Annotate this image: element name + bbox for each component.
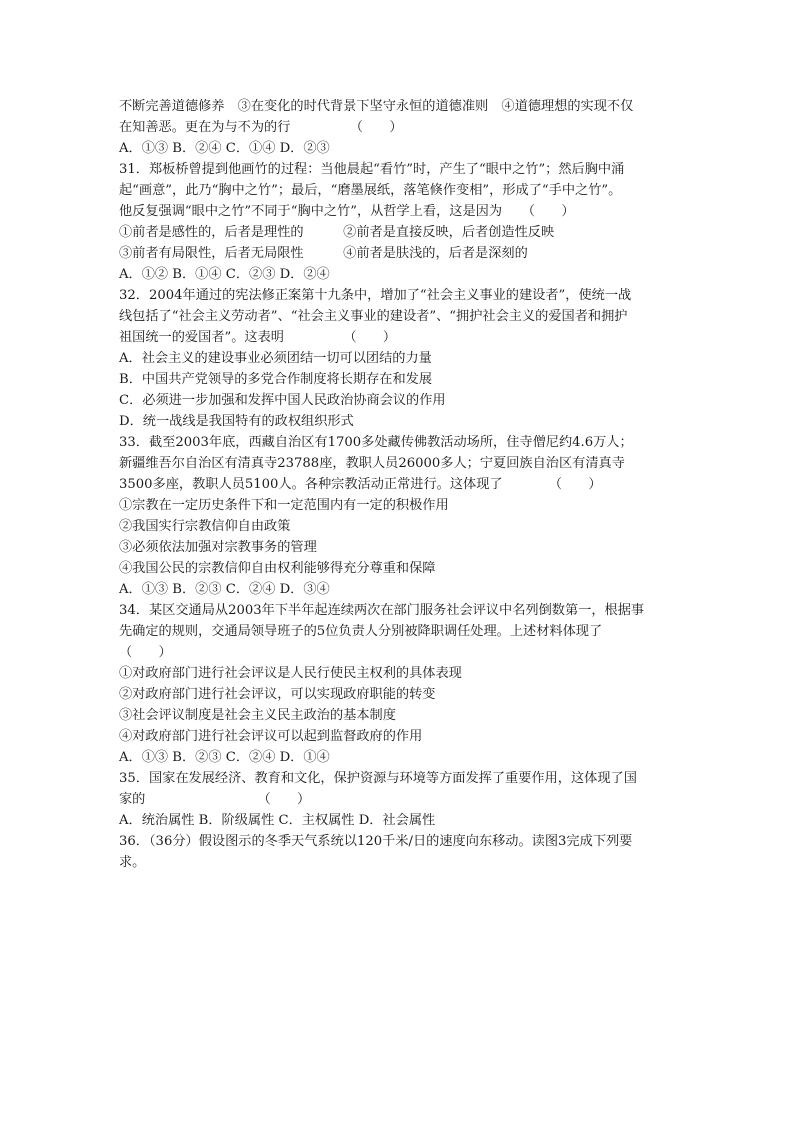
answer-options: A．①③ B．②④ C．①④ D．②③ [119, 141, 330, 156]
text-line: 线包括了“社会主义劳动者”、“社会主义事业的建设者”、“拥护社会主义的爱国者和拥护 [119, 309, 628, 324]
statement-line: ③社会评议制度是社会主义民主政治的基本制度 [119, 708, 396, 723]
statement-line: ②我国实行宗教信仰自由政策 [119, 519, 291, 534]
answer-options: A．①③ B．②③ C．②④ D．①④ [119, 750, 330, 765]
answer-blank: （ ） [119, 645, 172, 660]
text-line: 不断完善道德修养 ③在变化的时代背景下坚守永恒的道德准则 ④道德理想的实现不仅 [119, 99, 634, 114]
answer-options: A．①③ B．②③ C．②④ D．③④ [119, 582, 330, 597]
statement-line: ②对政府部门进行社会评议，可以实现政府职能的转变 [119, 687, 436, 702]
text-line: 在知善恶。更在为与不为的行 （ ） [119, 120, 403, 135]
text-line: 3500多座，教职人员5100人。各种宗教活动正常进行。这体现了 （ ） [119, 477, 602, 492]
question-31: 31．郑板桥曾提到他画竹的过程：当他晨起“看竹”时，产生了“眼中之竹”；然后胸中涌 [119, 162, 625, 177]
statement-line: ①前者是感性的，后者是理性的 ②前者是直接反映，后者创造性反映 [119, 225, 555, 240]
choice-d: D．统一战线是我国特有的政权组织形式 [119, 414, 354, 429]
answer-options: A．①② B．①④ C．②③ D．②④ [119, 267, 330, 282]
choice-b: B．中国共产党领导的多党合作制度将长期存在和发展 [119, 372, 433, 387]
text-line: 家的 （ ） [119, 792, 311, 807]
statement-line: ①宗教在一定历史条件下和一定范围内有一定的积极作用 [119, 498, 449, 513]
answer-options: A．统治属性 B．阶级属性 C．主权属性 D．社会属性 [119, 813, 436, 828]
statement-line: ④我国公民的宗教信仰自由权利能够得充分尊重和保障 [119, 561, 436, 576]
statement-line: ④对政府部门进行社会评议可以起到监督政府的作用 [119, 729, 423, 744]
question-33: 33．截至2003年底，西藏自治区有1700多处藏传佛教活动场所，住寺僧尼约4.6万人； [119, 435, 633, 450]
text-line: 求。 [119, 855, 146, 870]
statement-line: ③前者有局限性，后者无局限性 ④前者是肤浅的，后者是深刻的 [119, 246, 528, 261]
question-35: 35．国家在发展经济、教育和文化，保护资源与环境等方面发挥了重要作用，这体现了国 [119, 771, 637, 786]
statement-line: ③必须依法加强对宗教事务的管理 [119, 540, 317, 555]
question-34: 34．某区交通局从2003年下半年起连续两次在部门服务社会评议中名列倒数第一，根据事 [119, 603, 645, 618]
exam-text-body [119, 96, 679, 873]
text-line: 起“画意”，此乃“胸中之竹”；最后，“磨墨展纸，落笔倏作变相”，形成了“手中之竹”。 [119, 183, 622, 198]
text-line: 先确定的规则，交通局领导班子的5位负责人分别被降职调任处理。上述材料体现了 [119, 624, 603, 639]
question-36: 36．（36分）假设图示的冬季天气系统以120千米/日的速度向东移动。读图3完成下列要 [119, 834, 633, 849]
text-line: 新疆维吾尔自治区有清真寺23788座，教职人员26000多人；宁夏回族自治区有清真寺 [119, 456, 625, 471]
choice-c: C．必须进一步加强和发挥中国人民政治协商会议的作用 [119, 393, 446, 408]
text-line: 祖国统一的爱国者”。这表明 （ ） [119, 330, 397, 345]
choice-a: A．社会主义的建设事业必须团结一切可以团结的力量 [119, 351, 432, 366]
statement-line: ①对政府部门进行社会评议是人民行使民主权利的具体表现 [119, 666, 462, 681]
text-line: 他反复强调“眼中之竹”不同于“胸中之竹”，从哲学上看，这是因为 （ ） [119, 204, 575, 219]
question-32: 32．2004年通过的宪法修正案第十九条中，增加了“社会主义事业的建设者”，使统一战 [119, 288, 632, 303]
